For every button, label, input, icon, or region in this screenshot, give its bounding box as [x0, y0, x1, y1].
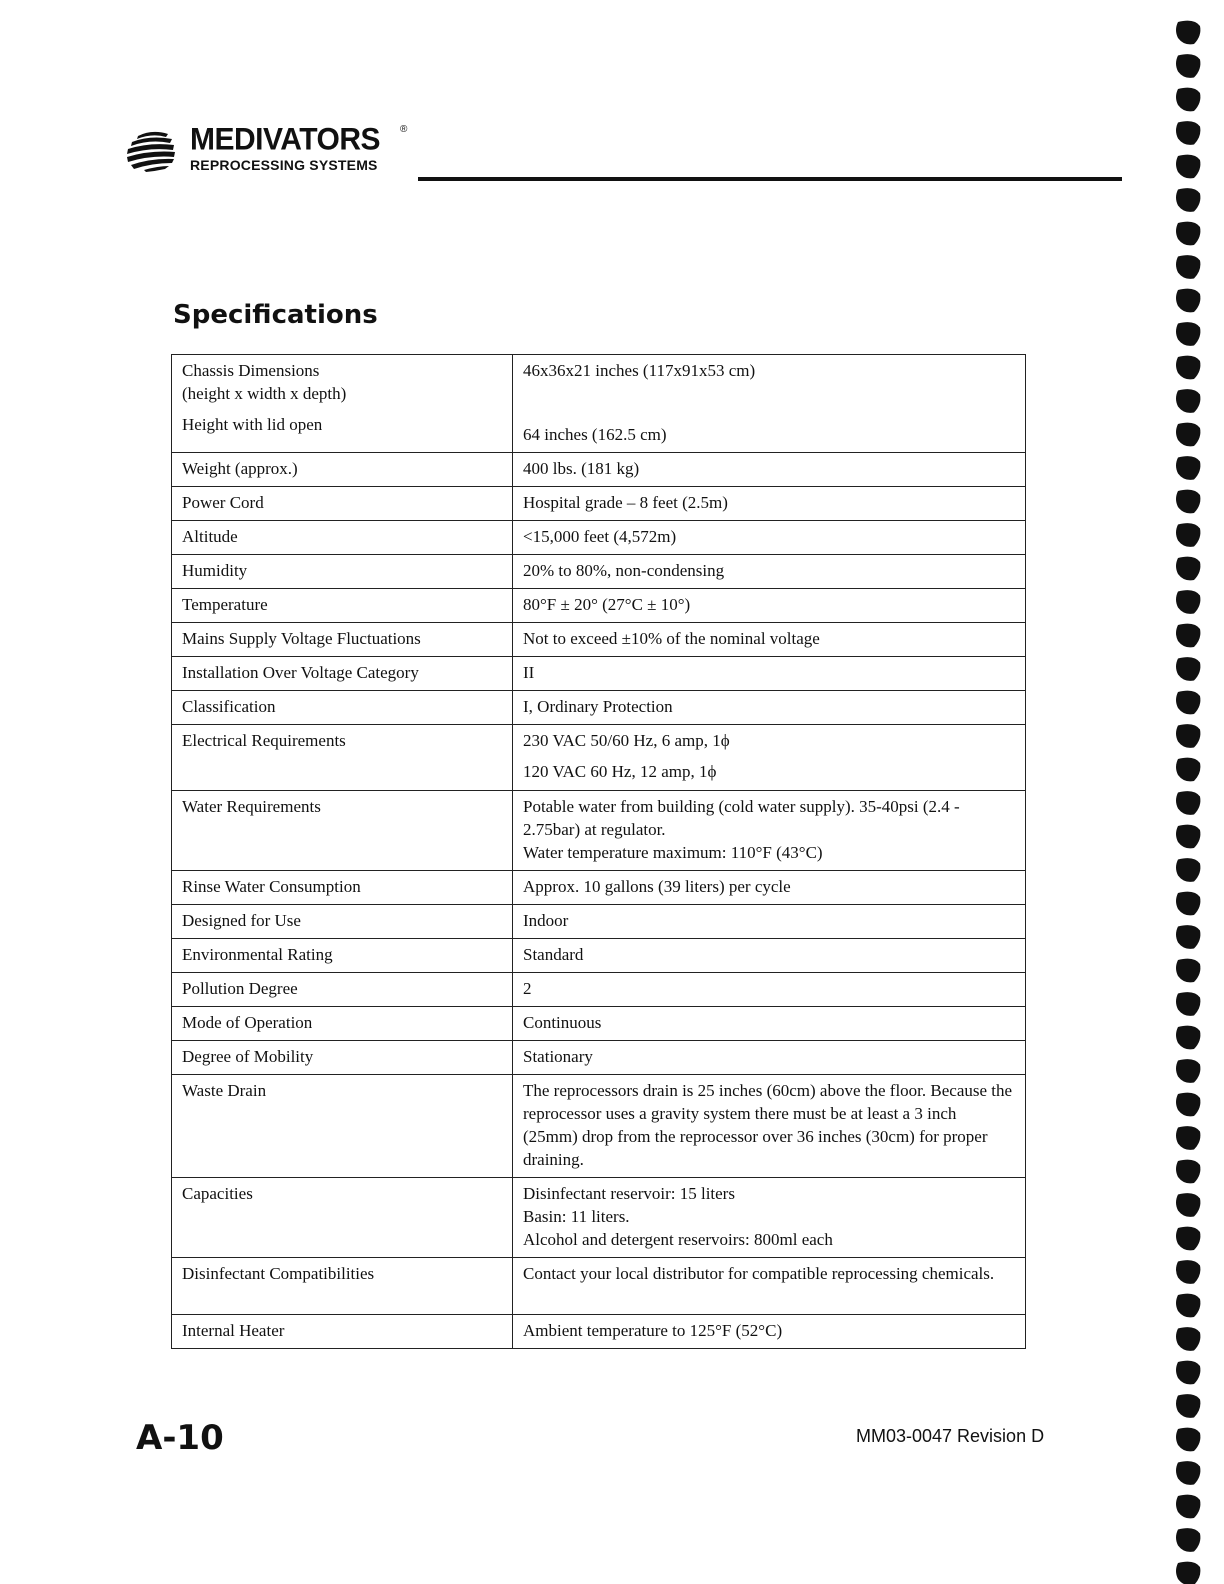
spec-value-text: 230 VAC 50/60 Hz, 6 amp, 1ϕ — [523, 731, 730, 750]
spec-label: Capacities — [172, 1178, 513, 1258]
table-row — [172, 1007, 1026, 1041]
section-title: Specifications — [173, 300, 378, 330]
spec-value: Contact your local distributor for compatible reprocessing chemicals. — [513, 1258, 1026, 1315]
spec-value-text: 120 VAC 60 Hz, 12 amp, 1ϕ — [523, 762, 717, 781]
binding-hole — [1176, 155, 1200, 179]
table-row — [172, 725, 1026, 791]
spec-label: Humidity — [172, 555, 513, 589]
spec-value-text: Basin: 11 liters. — [523, 1207, 630, 1226]
binding-hole — [1176, 322, 1200, 346]
spec-value: 80°F ± 20° (27°C ± 10°) — [513, 589, 1026, 623]
registered-mark: ® — [400, 124, 408, 135]
table-row — [172, 791, 1026, 871]
binding-hole — [1176, 1495, 1200, 1519]
spec-value: Indoor — [513, 905, 1026, 939]
binding-hole — [1176, 1294, 1200, 1318]
binding-hole — [1176, 289, 1200, 313]
spec-label: Pollution Degree — [172, 973, 513, 1007]
binding-hole — [1176, 925, 1200, 949]
spec-label — [172, 355, 513, 453]
spec-label: Mains Supply Voltage Fluctuations — [172, 623, 513, 657]
binding-hole — [1176, 1327, 1200, 1351]
spec-value: <15,000 feet (4,572m) — [513, 521, 1026, 555]
spec-value: I, Ordinary Protection — [513, 691, 1026, 725]
spec-label: Rinse Water Consumption — [172, 871, 513, 905]
spec-value: 400 lbs. (181 kg) — [513, 453, 1026, 487]
brand-subtitle: REPROCESSING SYSTEMS — [190, 157, 378, 173]
spec-label: Weight (approx.) — [172, 453, 513, 487]
table-row — [172, 355, 1026, 453]
binding-hole — [1176, 255, 1200, 279]
spec-label: Waste Drain — [172, 1075, 513, 1178]
spec-value: Standard — [513, 939, 1026, 973]
spec-label-text: Chassis Dimensions — [182, 361, 320, 380]
binding-hole — [1176, 1093, 1200, 1117]
binding-hole — [1176, 1461, 1200, 1485]
spec-label: Degree of Mobility — [172, 1041, 513, 1075]
binding-hole — [1176, 54, 1200, 78]
binding-hole — [1176, 892, 1200, 916]
binding-hole — [1176, 1227, 1200, 1251]
binding-hole — [1176, 222, 1200, 246]
binding-hole — [1176, 657, 1200, 681]
spec-value — [513, 1178, 1026, 1258]
spec-value — [513, 355, 1026, 453]
binding-hole — [1176, 791, 1200, 815]
spec-value: Approx. 10 gallons (39 liters) per cycle — [513, 871, 1026, 905]
spec-label: Mode of Operation — [172, 1007, 513, 1041]
binding-hole — [1176, 389, 1200, 413]
spec-value-text: Potable water from building (cold water supply). 35-40psi (2.4 - 2.75bar) at regulator. — [523, 797, 960, 839]
table-row — [172, 589, 1026, 623]
spiral-binding — [1164, 0, 1224, 1584]
binding-hole — [1176, 825, 1200, 849]
binding-hole — [1176, 1562, 1200, 1584]
binding-hole — [1176, 1528, 1200, 1552]
spec-label: Temperature — [172, 589, 513, 623]
binding-hole — [1176, 992, 1200, 1016]
binding-hole — [1176, 1260, 1200, 1284]
binding-hole — [1176, 423, 1200, 447]
brand-name: MEDIVATORS — [190, 122, 381, 157]
spec-value — [513, 791, 1026, 871]
table-row — [172, 691, 1026, 725]
binding-hole — [1176, 624, 1200, 648]
binding-hole — [1176, 758, 1200, 782]
binding-hole — [1176, 590, 1200, 614]
table-row — [172, 1041, 1026, 1075]
binding-hole — [1176, 1428, 1200, 1452]
binding-hole — [1176, 724, 1200, 748]
spec-label: Environmental Rating — [172, 939, 513, 973]
spec-value — [513, 725, 1026, 791]
table-row — [172, 939, 1026, 973]
table-row — [172, 1178, 1026, 1258]
table-row — [172, 487, 1026, 521]
table-row — [172, 657, 1026, 691]
table-row — [172, 555, 1026, 589]
spec-value: 2 — [513, 973, 1026, 1007]
spec-value: Not to exceed ±10% of the nominal voltage — [513, 623, 1026, 657]
binding-hole — [1176, 1361, 1200, 1385]
binding-hole — [1176, 858, 1200, 882]
binding-hole — [1176, 121, 1200, 145]
binding-hole — [1176, 356, 1200, 380]
spec-label: Power Cord — [172, 487, 513, 521]
spec-value-text: Alcohol and detergent reservoirs: 800ml each — [523, 1230, 833, 1249]
binding-hole — [1176, 1193, 1200, 1217]
spec-value-text: 64 inches (162.5 cm) — [523, 425, 667, 444]
spec-value: Continuous — [513, 1007, 1026, 1041]
table-row — [172, 453, 1026, 487]
spec-label: Designed for Use — [172, 905, 513, 939]
binding-hole — [1176, 959, 1200, 983]
spec-value: II — [513, 657, 1026, 691]
specifications-table — [171, 354, 1026, 1349]
table-row — [172, 905, 1026, 939]
spec-value: 20% to 80%, non-condensing — [513, 555, 1026, 589]
binding-hole — [1176, 523, 1200, 547]
spec-label: Electrical Requirements — [172, 725, 513, 791]
page-number: A-10 — [136, 1418, 224, 1458]
binding-hole — [1176, 557, 1200, 581]
spec-label: Water Requirements — [172, 791, 513, 871]
binding-hole — [1176, 691, 1200, 715]
table-row — [172, 871, 1026, 905]
table-row — [172, 521, 1026, 555]
table-row — [172, 1075, 1026, 1178]
binding-hole — [1176, 490, 1200, 514]
binding-hole — [1176, 188, 1200, 212]
spec-value: Hospital grade – 8 feet (2.5m) — [513, 487, 1026, 521]
binding-hole — [1176, 1160, 1200, 1184]
table-row — [172, 973, 1026, 1007]
spec-value-text: Disinfectant reservoir: 15 liters — [523, 1184, 735, 1203]
spec-label-text: (height x width x depth) — [182, 384, 347, 403]
table-row — [172, 623, 1026, 657]
binding-hole — [1176, 1126, 1200, 1150]
spec-label: Altitude — [172, 521, 513, 555]
spec-value: Ambient temperature to 125°F (52°C) — [513, 1315, 1026, 1349]
striped-globe-icon — [124, 128, 180, 172]
table-row — [172, 1315, 1026, 1349]
brand-logo — [124, 124, 424, 180]
spec-label: Installation Over Voltage Category — [172, 657, 513, 691]
spec-value: Stationary — [513, 1041, 1026, 1075]
document-revision: MM03-0047 Revision D — [856, 1426, 1045, 1446]
binding-hole — [1176, 21, 1200, 45]
binding-hole — [1176, 1394, 1200, 1418]
table-row — [172, 1258, 1026, 1315]
binding-hole — [1176, 1026, 1200, 1050]
spec-value-text: Water temperature maximum: 110°F (43°C) — [523, 843, 823, 862]
binding-hole — [1176, 456, 1200, 480]
spec-label: Internal Heater — [172, 1315, 513, 1349]
binding-hole — [1176, 88, 1200, 112]
spec-label: Disinfectant Compatibilities — [172, 1258, 513, 1315]
binding-hole — [1176, 1059, 1200, 1083]
header-rule — [418, 177, 1122, 181]
spec-label: Classification — [172, 691, 513, 725]
spec-value-text: 46x36x21 inches (117x91x53 cm) — [523, 361, 756, 380]
spec-value: The reprocessors drain is 25 inches (60cm) above the floor. Because the reprocessor uses a gravity system there must be at least a 3 inch (25mm) drop from the reprocessor over 36 inches (30cm) for proper draining. — [513, 1075, 1026, 1178]
spec-label-text: Height with lid open — [182, 415, 323, 434]
